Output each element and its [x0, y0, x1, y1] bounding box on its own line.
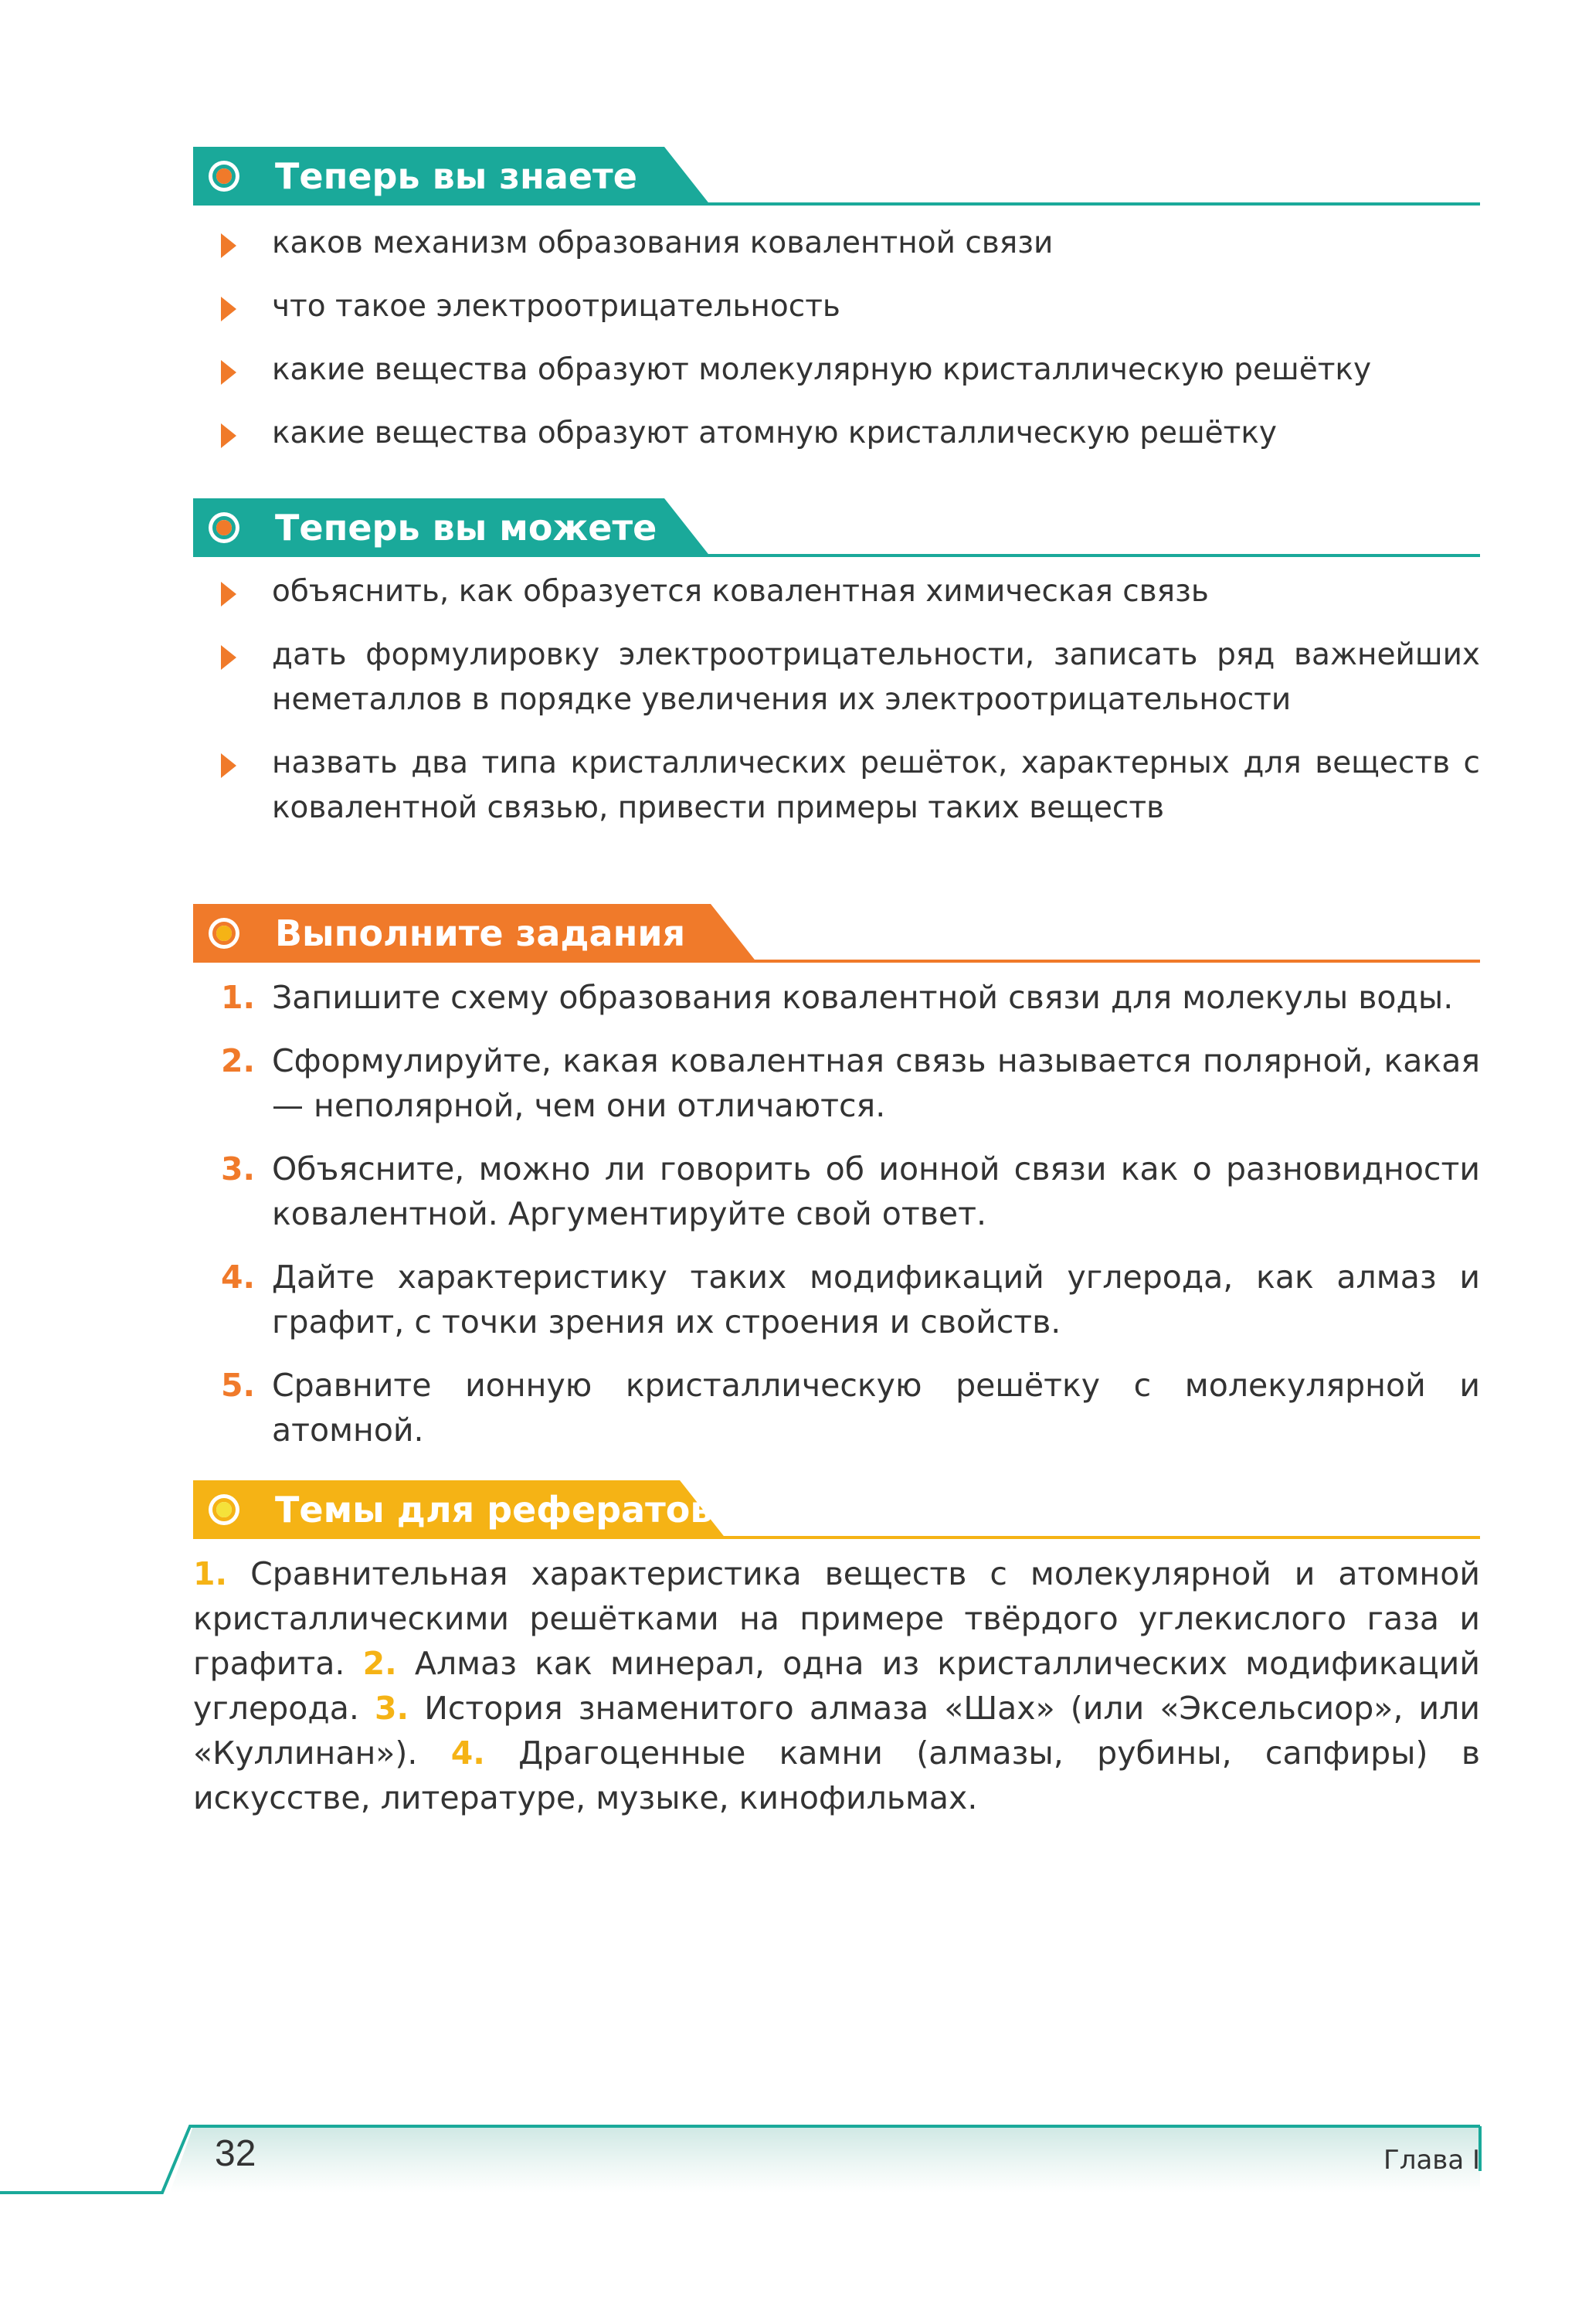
target-icon [209, 918, 239, 949]
section-header [193, 147, 1480, 206]
list-item: назвать два типа кристаллических решёток, характерных для веществ с ковалентной связью, привести примеры таких веществ [193, 741, 1480, 831]
task-item: 3. Объясните, можно ли говорить об ионной связи как о разновидности ковалентной. Аргументируйте свой ответ. [221, 1150, 1480, 1232]
section-title: Выполните задания [275, 912, 686, 954]
task-item: 2. Сформулируйте, какая ковалентная связь называется полярной, какая — неполярной, чем они отличаются. [221, 1042, 1480, 1124]
list-item: каков механизм образования ковалентной связи [193, 221, 1480, 266]
tasks-list [193, 975, 1480, 1452]
section-topics [193, 1480, 1480, 1820]
section-title: Теперь вы знаете [275, 155, 637, 197]
section-header [193, 498, 1480, 557]
target-icon [209, 512, 239, 543]
section-title: Теперь вы можете [275, 507, 657, 549]
arrow-bullet-icon [221, 645, 236, 670]
section-header [193, 904, 1480, 963]
task-item: 5. Сравните ионную кристаллическую решётку с молекулярной и атомной. [221, 1367, 1480, 1449]
list-item: что такое электроотрицательность [193, 284, 1480, 329]
arrow-bullet-icon [221, 753, 236, 778]
page-footer [0, 2118, 1582, 2203]
task-item: 4. Дайте характеристику таких модификаций углерода, как алмаз и графит, с точки зрения их строения и свойств. [221, 1259, 1480, 1340]
can-list [193, 569, 1480, 831]
target-icon [209, 1494, 239, 1525]
arrow-bullet-icon [221, 423, 236, 448]
arrow-bullet-icon [221, 297, 236, 321]
section-title: Темы для рефератов [275, 1489, 713, 1531]
chapter-label: Глава I [1383, 2145, 1480, 2176]
list-item: какие вещества образуют молекулярную кристаллическую решётку [193, 348, 1480, 392]
know-list [193, 221, 1480, 456]
section-tasks [193, 904, 1480, 1452]
section-header [193, 1480, 1480, 1539]
task-item: 1. Запишите схему образования ковалентной связи для молекулы воды. [221, 979, 1454, 1016]
list-item: дать формулировку электроотрицательности, записать ряд важнейших неметаллов в порядке увеличения их электроотрицательности [193, 633, 1480, 722]
list-item: какие вещества образуют атомную кристаллическую решётку [193, 411, 1480, 456]
section-you-know [193, 147, 1480, 456]
list-item: объяснить, как образуется ковалентная химическая связь [193, 569, 1480, 614]
topics-paragraph: 1. Сравнительная характеристика веществ с молекулярной и атомной кристаллическими решётками на примере твёрдого углекислого газа и графита. 2. Алмаз как минерал, одна из кристаллических модификаций углерода. 3. История знаменитого алмаза «Шах» (или «Эксельсиор», или «Куллинан»). 4. Драгоценные камни (алмазы, рубины, сапфиры) в искусстве, литературе, музыке, кинофильмах. [193, 1555, 1480, 1816]
page-number: 32 [215, 2133, 256, 2174]
arrow-bullet-icon [221, 360, 236, 385]
arrow-bullet-icon [221, 233, 236, 258]
target-icon [209, 161, 239, 192]
arrow-bullet-icon [221, 582, 236, 606]
section-you-can [193, 498, 1480, 831]
